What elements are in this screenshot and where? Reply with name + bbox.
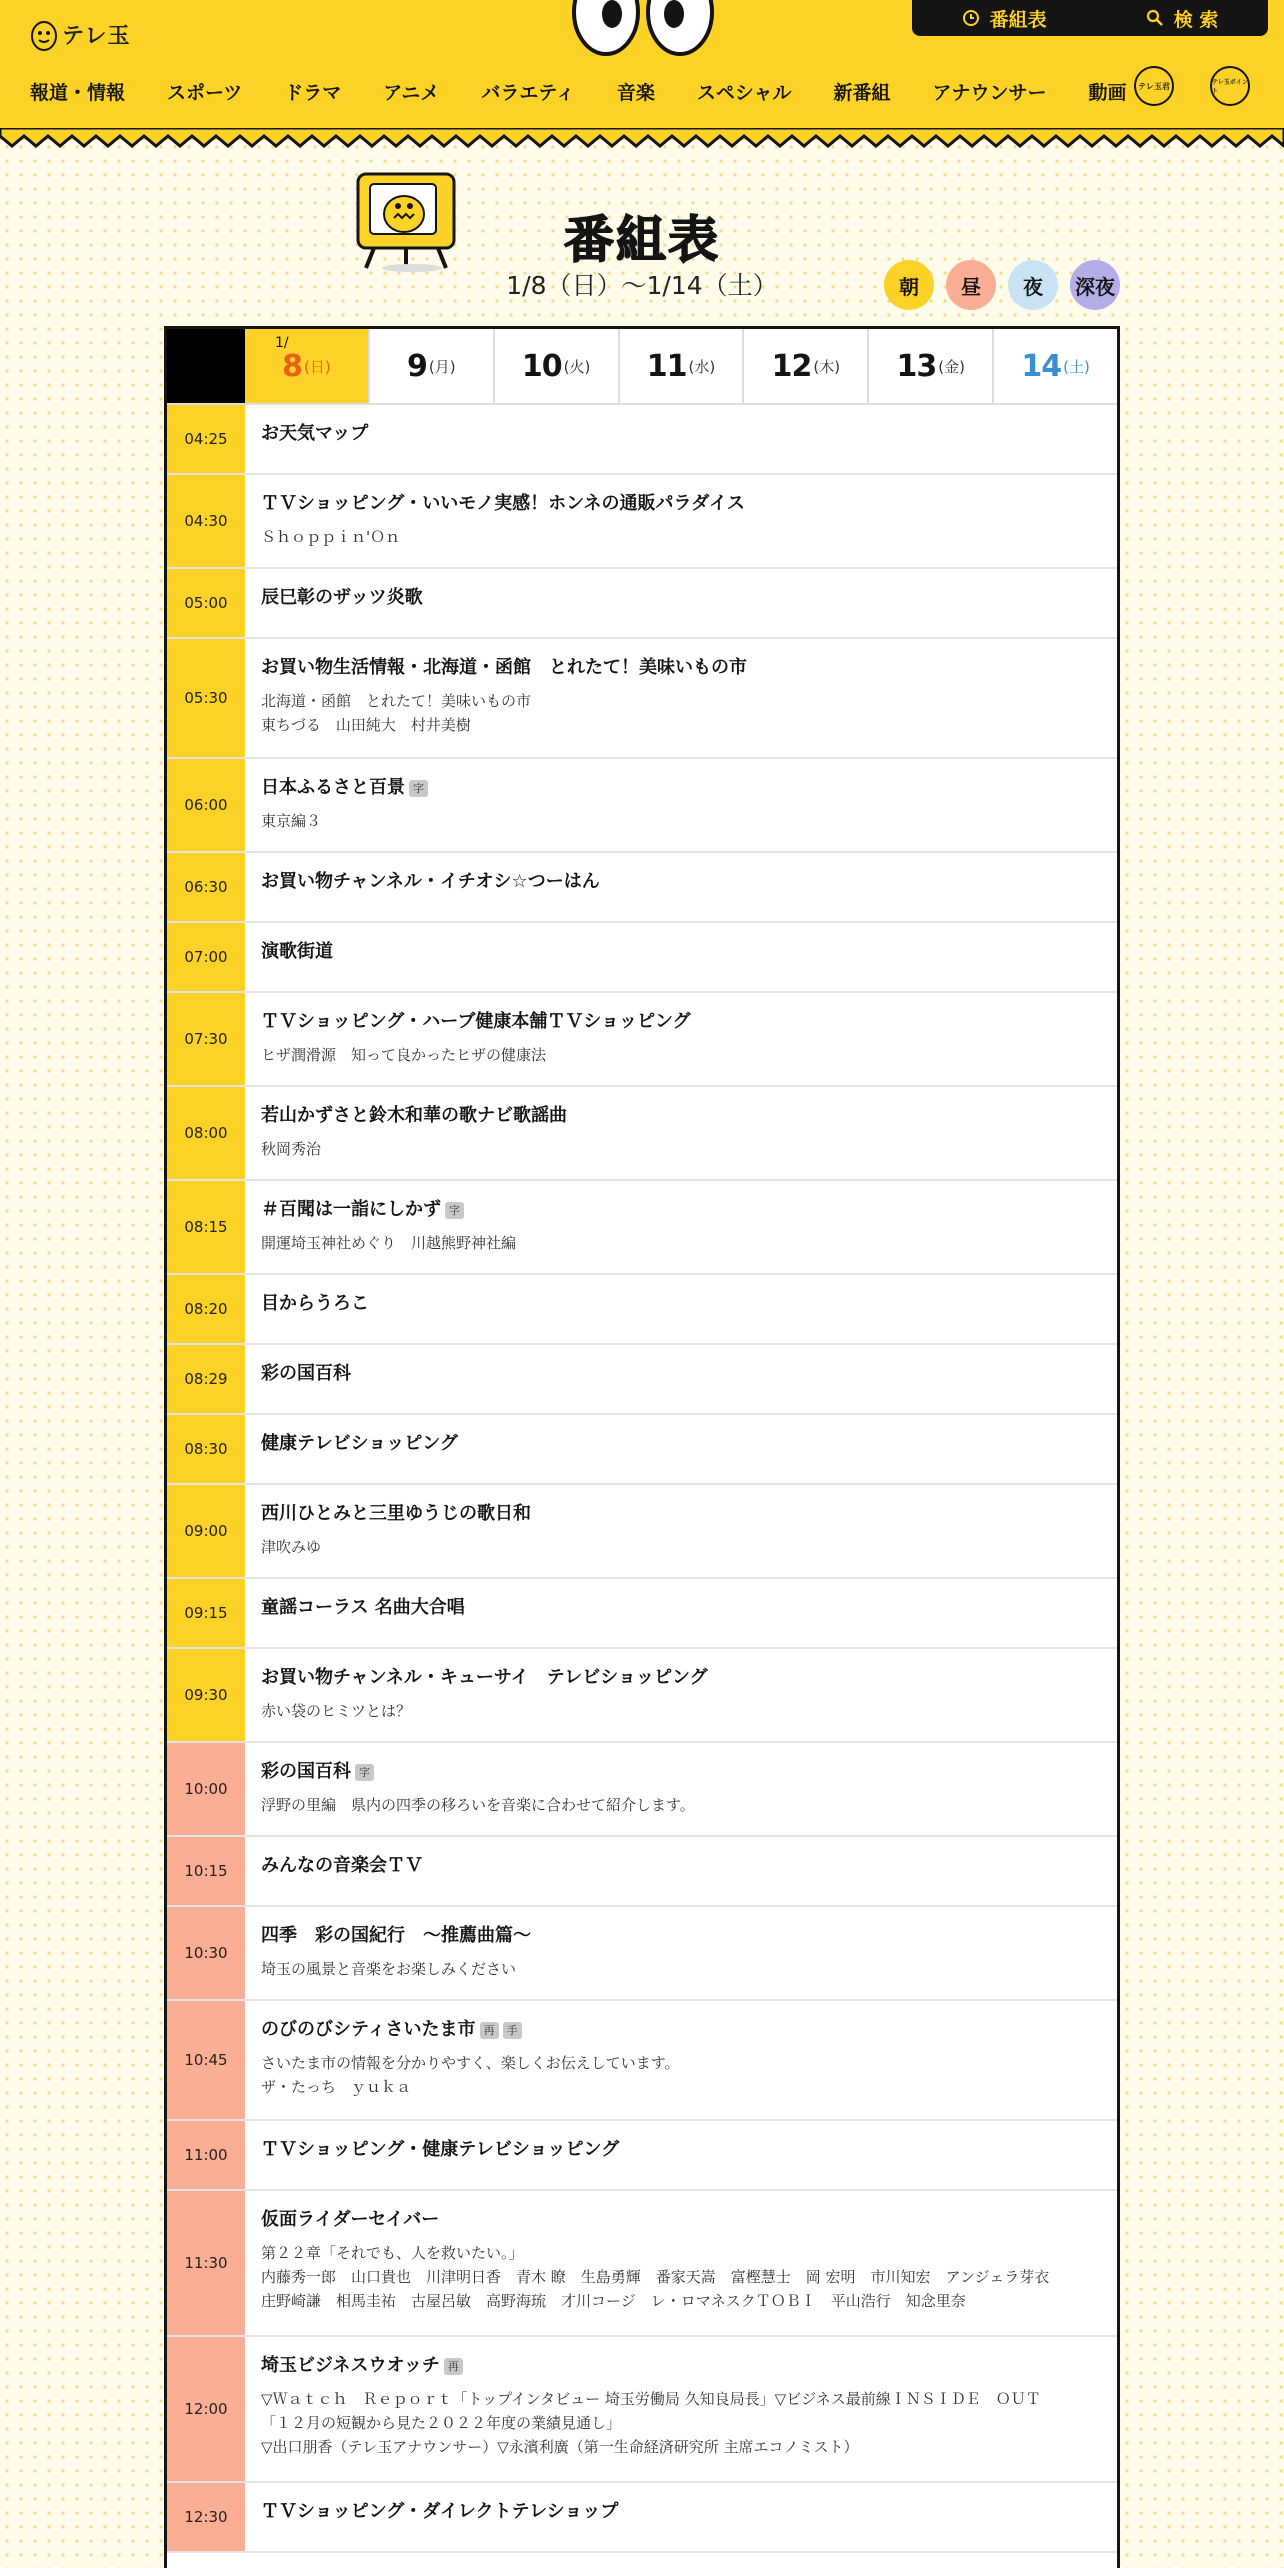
schedule-button-label: 番組表 [989,8,1047,31]
program-row [167,2191,1117,2337]
search-icon [1146,9,1164,27]
day-tab-9[interactable] [368,329,493,403]
program-time: 11:30 [167,2191,245,2335]
day-number: 13 [896,348,937,384]
day-weekday: (土) [1063,357,1090,376]
program-title: ＴＶショッピング・ハーブ健康本舗ＴＶショッピング [261,1011,691,1032]
program-description: 津吹みゆ [261,1538,322,1556]
date-range: 1/8（日）〜1/14（土） [506,271,778,300]
day-number: 11 [646,348,687,384]
program-description: 北海道・函館 とれたて！美味いもの市 東ちづる 山田純大 村井美樹 [261,692,532,734]
teletama-kun-label: テレ玉君 [1138,81,1170,91]
program-time: 05:00 [167,569,245,637]
program-time: 09:30 [167,1649,245,1741]
program-title: お買い物チャンネル・イチオシ☆つーはん [261,871,600,892]
teletama-point-badge[interactable] [1210,66,1250,106]
program-row [167,853,1117,923]
program-list [167,405,1117,2553]
site-header [0,0,1284,140]
program-row [167,1907,1117,2001]
day-number: 8 [282,348,302,384]
day-weekday: (金) [938,357,965,376]
program-description: 埼玉の風景と音楽をお楽しみください [261,1960,517,1978]
program-time: 08:15 [167,1181,245,1273]
program-title-link[interactable] [261,2353,1105,2379]
program-title: 埼玉ビジネスウオッチ [261,2355,440,2376]
program-row [167,1415,1117,1485]
program-time: 05:30 [167,639,245,757]
nav-music[interactable]: 音楽 [616,81,655,104]
mascot-eyes-icon [568,0,718,62]
program-time: 06:00 [167,759,245,851]
day-tab-11[interactable] [618,329,743,403]
program-description: 開運埼玉神社めぐり 川越熊野神社編 [261,1234,517,1252]
day-weekday: (水) [688,357,716,376]
program-title-link[interactable] [261,421,1105,447]
page-title: 番組表 [564,211,720,269]
day-tab-8[interactable] [245,329,368,403]
day-tab-10[interactable] [493,329,618,403]
month-label: 1/ [275,335,289,351]
program-cell [245,1649,1117,1741]
program-title-link[interactable] [261,1759,1105,1785]
program-cell [245,1743,1117,1835]
program-row [167,2121,1117,2191]
program-cell [245,639,1117,757]
day-weekday: (木) [813,357,841,376]
program-time: 10:45 [167,2001,245,2119]
program-description: ヒザ潤滑源 知って良かったヒザの健康法 [261,1046,547,1064]
top-button-bar [912,0,1268,36]
program-row [167,405,1117,475]
logo-text: テレ玉 [62,23,131,49]
program-cell [245,923,1117,991]
program-row [167,993,1117,1087]
program-time: 07:00 [167,923,245,991]
program-cell [245,853,1117,921]
program-time: 07:30 [167,993,245,1085]
program-tag-badge: 再 [444,2358,463,2375]
day-tab-14[interactable] [992,329,1117,403]
program-row [167,1181,1117,1275]
program-time: 08:00 [167,1087,245,1179]
nav-special[interactable]: スペシャル [696,81,792,104]
program-row [167,1837,1117,1907]
program-cell [245,475,1117,567]
day-number: 14 [1021,348,1062,384]
day-number: 9 [406,348,427,384]
program-title: みんなの音楽会ＴＶ [261,1855,423,1876]
program-cell [245,1345,1117,1413]
program-title: 西川ひとみと三里ゆうじの歌日和 [261,1503,531,1524]
program-title: お買い物生活情報・北海道・函館 とれたて！美味いもの市 [261,657,747,678]
program-cell [245,1837,1117,1905]
program-title: 仮面ライダーセイバー [261,2209,440,2230]
program-title-link[interactable] [261,869,1105,895]
program-time: 04:25 [167,405,245,473]
program-title-link[interactable] [261,939,1105,965]
program-cell [245,405,1117,473]
nav-new-programs[interactable]: 新番組 [833,81,891,104]
day-number: 10 [521,348,562,384]
program-tag-badge: 再 [480,2022,499,2039]
program-row [167,1485,1117,1579]
program-time: 04:30 [167,475,245,567]
program-description: Ｓｈｏｐｐｉｎ'Ｏｎ [261,528,401,546]
program-title: 健康テレビショッピング [261,1433,458,1454]
program-title-link[interactable] [261,1595,1105,1621]
program-title: 演歌街道 [261,941,333,962]
nav-variety[interactable]: バラエティ [481,81,575,104]
program-time: 12:30 [167,2483,245,2551]
night-button[interactable]: 夜 [1008,260,1058,310]
program-cell [245,2483,1117,2551]
program-cell [245,1181,1117,1273]
daytime-button[interactable]: 昼 [946,260,996,310]
program-description: 赤い袋のヒミツとは？ [261,1702,412,1720]
site-logo[interactable] [30,16,131,52]
program-title: のびのびシティさいたま市 [261,2019,476,2040]
program-row [167,1275,1117,1345]
program-title-link[interactable] [261,1501,1105,1527]
program-description: ▽Ｗａｔｃｈ Ｒｅｐｏｒｔ「トップインタビュー 埼玉労働局 久知良局長」▽ビジネス最前線ＩＮＳＩＤＥ ＯＵＴ 「１２月の短観から見た２０２２年度の業績見通し」 ▽出口朋香（テレ玉アナウンサー）▽永濱利廣（第一生命経済研究所 主席エコノミスト） [261,2390,1041,2456]
late-night-button[interactable]: 深夜 [1070,260,1120,310]
program-title-link[interactable] [261,2499,1105,2525]
program-cell [245,1087,1117,1179]
header-zigzag-edge [0,128,1284,150]
program-description: 第２２章「それでも、人を救いたい。」 内藤秀一郎 山口貴也 川津明日香 青木 瞭 生島勇輝 番家天嵩 富樫慧士 岡 宏明 市川知宏 アンジェラ芽衣 庄野崎謙 相馬圭祐 古屋呂敏 高野海琉 才川コージ レ・ロマネスクＴＯＢＩ 平山浩行 知念里奈 [261,2244,1050,2310]
program-title-link[interactable] [261,2017,1105,2043]
day-weekday: (日) [304,357,331,376]
program-description: 浮野の里編 県内の四季の移ろいを音楽に合わせて紹介します。 [261,1796,695,1814]
program-time: 10:15 [167,1837,245,1905]
program-title-link[interactable] [261,1291,1105,1317]
day-weekday: (月) [428,357,456,376]
program-description: 東京編３ [261,812,322,830]
program-cell [245,993,1117,1085]
program-time: 09:00 [167,1485,245,1577]
program-title: 四季 彩の国紀行 ～推薦曲篇～ [261,1925,531,1946]
nav-announcer[interactable]: アナウンサー [932,81,1047,104]
program-row [167,569,1117,639]
program-cell [245,1415,1117,1483]
clock-icon [962,9,980,27]
program-cell [245,2337,1117,2481]
program-tag-badge: 字 [355,1764,374,1781]
schedule-table [164,326,1120,2568]
program-cell [245,1485,1117,1577]
day-tabs [167,329,1117,405]
time-of-day-buttons [884,260,1120,310]
program-title-link[interactable] [261,1665,1105,1691]
day-tab-12[interactable] [742,329,867,403]
program-row [167,1345,1117,1415]
program-title: 日本ふるさと百景 [261,777,405,798]
nav-anime[interactable]: アニメ [383,81,440,104]
program-cell [245,759,1117,851]
program-cell [245,2001,1117,2119]
program-description: さいたま市の情報を分かりやすく、楽しくお伝えしています。 ザ・たっち ｙｕｋａ [261,2054,680,2096]
nav-video[interactable]: 動画 [1088,81,1127,104]
tv-mascot-icon [352,168,462,272]
program-title-link[interactable] [261,1923,1105,1949]
teletama-kun-badge[interactable] [1134,66,1174,106]
search-button-label: 検 索 [1173,8,1219,31]
program-cell [245,2121,1117,2189]
egg-mascot-icon [30,16,58,52]
program-tag-badge: 手 [503,2022,522,2039]
program-row [167,1087,1117,1181]
program-title: ＴＶショッピング・ダイレクトテレショップ [261,2501,619,2522]
nav-sports[interactable]: スポーツ [167,81,243,104]
program-title-link[interactable] [261,1009,1105,1035]
program-title-link[interactable] [261,1361,1105,1387]
program-row [167,2001,1117,2121]
program-time: 10:00 [167,1743,245,1835]
program-time: 08:20 [167,1275,245,1343]
program-row [167,1743,1117,1837]
corner-cell [167,329,245,403]
teletama-point-label: テレ玉ポイント [1212,79,1248,95]
program-cell [245,1275,1117,1343]
day-weekday: (火) [563,357,591,376]
program-title: お天気マップ [261,423,369,444]
program-row [167,475,1117,569]
program-row [167,1579,1117,1649]
program-title: 彩の国百科 [261,1363,351,1384]
program-title: 彩の国百科 [261,1761,351,1782]
program-time: 06:30 [167,853,245,921]
program-row [167,759,1117,853]
program-row [167,923,1117,993]
program-time: 12:00 [167,2337,245,2481]
program-title-link[interactable] [261,1853,1105,1879]
program-title-link[interactable] [261,2207,1105,2233]
day-tab-13[interactable] [867,329,992,403]
program-row [167,2483,1117,2553]
program-time: 11:00 [167,2121,245,2189]
main-nav [30,74,1127,108]
program-title-link[interactable] [261,775,1105,801]
program-cell [245,1579,1117,1647]
program-title: ＃百聞は一詣にしかず [261,1199,441,1220]
program-tag-badge: 字 [409,780,428,797]
program-title-link[interactable] [261,1431,1105,1457]
program-time: 08:30 [167,1415,245,1483]
program-title: 目からうろこ [261,1293,369,1314]
search-button[interactable] [1146,5,1219,32]
program-row [167,2337,1117,2483]
program-title: 若山かずさと鈴木和華の歌ナビ歌謡曲 [261,1105,567,1126]
program-title-link[interactable] [261,655,1105,681]
program-title-link[interactable] [261,2137,1105,2163]
nav-drama[interactable]: ドラマ [284,81,342,104]
program-title: 辰巳彰のザッツ炎歌 [261,587,423,608]
program-description: 秋岡秀治 [261,1140,322,1158]
program-time: 10:30 [167,1907,245,1999]
schedule-button[interactable] [962,5,1047,32]
program-title-link[interactable] [261,491,1105,517]
day-number: 12 [771,348,812,384]
program-title: ＴＶショッピング・健康テレビショッピング [261,2139,620,2160]
program-title: お買い物チャンネル・キューサイ テレビショッピング [261,1667,708,1688]
program-cell [245,2191,1117,2335]
morning-button[interactable]: 朝 [884,260,934,310]
program-title-link[interactable] [261,585,1105,611]
program-title-link[interactable] [261,1103,1105,1129]
program-cell [245,1907,1117,1999]
program-title-link[interactable] [261,1197,1105,1223]
program-title: 童謡コーラス 名曲大合唱 [261,1597,465,1618]
program-row [167,639,1117,759]
program-title: ＴＶショッピング・いいモノ実感！ホンネの通販パラダイス [261,493,745,514]
program-time: 08:29 [167,1345,245,1413]
program-cell [245,569,1117,637]
program-tag-badge: 字 [445,1202,464,1219]
program-time: 09:15 [167,1579,245,1647]
nav-news[interactable]: 報道・情報 [30,81,126,104]
program-row [167,1649,1117,1743]
